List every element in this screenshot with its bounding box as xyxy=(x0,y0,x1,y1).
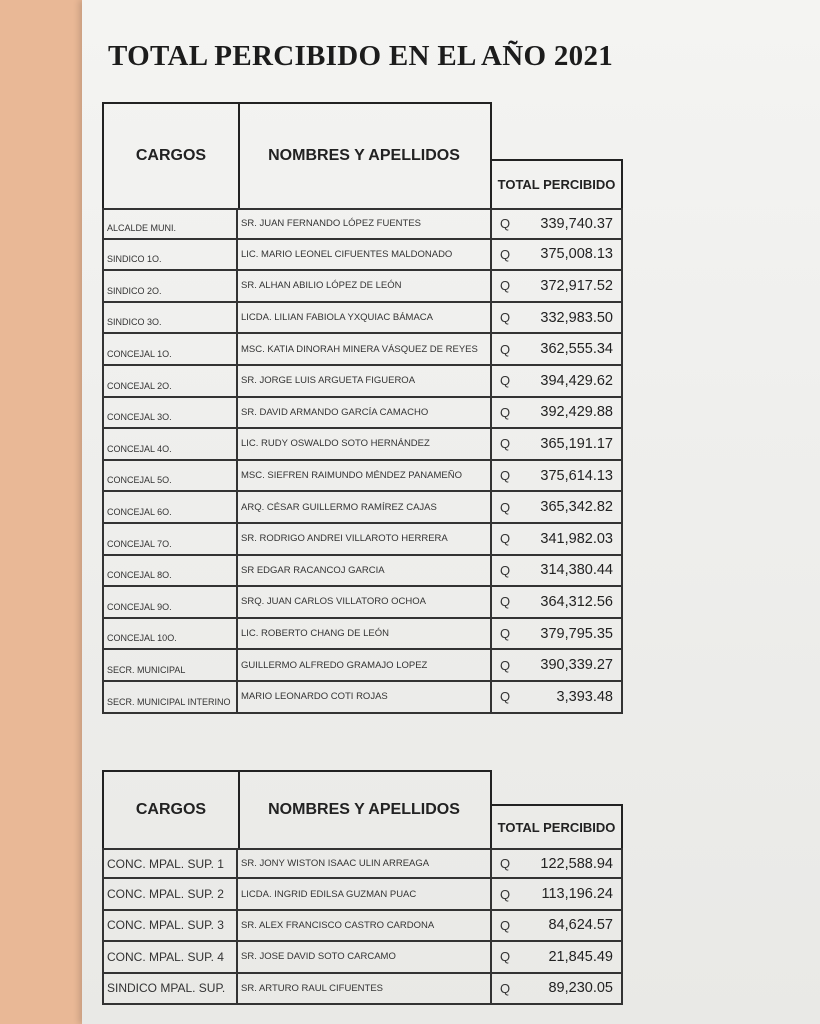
table-row xyxy=(102,942,623,973)
nombre-cell: LIC. ROBERTO CHANG DE LEÓN xyxy=(238,619,492,649)
table-row xyxy=(102,398,623,430)
total-cell: 21,845.49 xyxy=(548,948,613,965)
page-title: TOTAL PERCIBIDO EN EL AÑO 2021 xyxy=(108,40,614,72)
cargo-cell: CONCEJAL 10O. xyxy=(104,619,238,649)
total-cell: 365,342.82 xyxy=(540,499,613,516)
cargo-cell: CONCEJAL 2O. xyxy=(104,366,238,396)
currency-cell: Q xyxy=(500,246,511,262)
nombre-cell: MARIO LEONARDO COTI ROJAS xyxy=(238,682,492,712)
table-row xyxy=(102,271,623,303)
table-body xyxy=(102,848,623,1005)
cargo-cell: SINDICO 1O. xyxy=(104,240,238,270)
currency-cell: Q xyxy=(500,594,511,610)
header-nombres: NOMBRES Y APELLIDOS xyxy=(268,147,460,164)
header-nombres: NOMBRES Y APELLIDOS xyxy=(268,801,460,818)
nombre-cell: SR. JUAN FERNANDO LÓPEZ FUENTES xyxy=(238,210,492,238)
table-row xyxy=(102,366,623,398)
currency-cell: Q xyxy=(500,562,511,578)
currency-cell: Q xyxy=(500,310,511,326)
nombre-cell: SRQ. JUAN CARLOS VILLATORO OCHOA xyxy=(238,587,492,617)
currency-cell: Q xyxy=(500,657,511,673)
currency-cell: Q xyxy=(500,886,511,902)
table-row xyxy=(102,429,623,461)
total-cell: 375,614.13 xyxy=(540,467,613,484)
nombre-cell: SR. ALHAN ABILIO LÓPEZ DE LEÓN xyxy=(238,271,492,301)
total-cell: 364,312.56 xyxy=(540,593,613,610)
total-cell: 3,393.48 xyxy=(556,688,613,705)
cargo-cell: CONCEJAL 9O. xyxy=(104,587,238,617)
table-row xyxy=(102,492,623,524)
currency-cell: Q xyxy=(500,341,511,357)
cargo-cell: CONC. MPAL. SUP. 3 xyxy=(104,911,238,940)
table-row xyxy=(102,524,623,556)
table-row xyxy=(102,461,623,493)
cargo-cell: CONC. MPAL. SUP. 1 xyxy=(104,850,238,877)
total-cell: 113,196.24 xyxy=(541,886,613,903)
total-cell: 365,191.17 xyxy=(540,435,613,452)
cargo-cell: ALCALDE MUNI. xyxy=(104,210,238,238)
cargo-cell: SINDICO 3O. xyxy=(104,303,238,333)
nombre-cell: LIC. MARIO LEONEL CIFUENTES MALDONADO xyxy=(238,240,492,270)
table-row xyxy=(102,587,623,619)
table-row xyxy=(102,879,623,910)
table-row xyxy=(102,650,623,682)
currency-cell: Q xyxy=(500,949,511,965)
currency-cell: Q xyxy=(500,468,511,484)
table-row xyxy=(102,974,623,1005)
cargo-cell: SINDICO 2O. xyxy=(104,271,238,301)
currency-cell: Q xyxy=(500,689,511,705)
nombre-cell: SR. ALEX FRANCISCO CASTRO CARDONA xyxy=(238,911,492,940)
table-row xyxy=(102,911,623,942)
cargo-cell: CONCEJAL 8O. xyxy=(104,556,238,586)
currency-cell: Q xyxy=(500,436,511,452)
total-cell: 362,555.34 xyxy=(540,341,613,358)
currency-cell: Q xyxy=(500,499,511,515)
table-row xyxy=(102,240,623,272)
total-cell: 392,429.88 xyxy=(540,404,613,421)
header-total: TOTAL PERCIBIDO xyxy=(490,159,623,210)
nombre-cell: GUILLERMO ALFREDO GRAMAJO LOPEZ xyxy=(238,650,492,680)
total-cell: 89,230.05 xyxy=(548,980,613,997)
nombre-cell: LICDA. INGRID EDILSA GUZMAN PUAC xyxy=(238,879,492,908)
currency-cell: Q xyxy=(500,626,511,642)
cargo-cell: CONCEJAL 3O. xyxy=(104,398,238,428)
table-row xyxy=(102,334,623,366)
currency-cell: Q xyxy=(500,917,511,933)
nombre-cell: LICDA. LILIAN FABIOLA YXQUIAC BÁMACA xyxy=(238,303,492,333)
cargo-cell: SINDICO MPAL. SUP. xyxy=(104,974,238,1003)
total-cell: 379,795.35 xyxy=(540,625,613,642)
cargo-cell: CONCEJAL 5O. xyxy=(104,461,238,491)
total-cell: 339,740.37 xyxy=(540,215,613,232)
currency-cell: Q xyxy=(500,856,511,872)
currency-cell: Q xyxy=(500,531,511,547)
total-cell: 84,624.57 xyxy=(548,917,613,934)
total-cell: 375,008.13 xyxy=(540,246,613,263)
total-cell: 372,917.52 xyxy=(540,277,613,294)
header-box xyxy=(102,770,492,850)
nombre-cell: MSC. KATIA DINORAH MINERA VÁSQUEZ DE REYES xyxy=(238,334,492,364)
currency-cell: Q xyxy=(500,980,511,996)
cargo-cell: SECR. MUNICIPAL INTERINO xyxy=(104,682,238,712)
header-total: TOTAL PERCIBIDO xyxy=(490,804,623,850)
nombre-cell: LIC. RUDY OSWALDO SOTO HERNÁNDEZ xyxy=(238,429,492,459)
cargo-cell: CONCEJAL 6O. xyxy=(104,492,238,522)
cargo-cell: CONC. MPAL. SUP. 4 xyxy=(104,942,238,971)
nombre-cell: ARQ. CÉSAR GUILLERMO RAMÍREZ CAJAS xyxy=(238,492,492,522)
total-cell: 122,588.94 xyxy=(540,855,613,872)
total-cell: 332,983.50 xyxy=(540,309,613,326)
header-cargos: CARGOS xyxy=(104,772,240,848)
nombre-cell: SR. DAVID ARMANDO GARCÍA CAMACHO xyxy=(238,398,492,428)
header-cargos: CARGOS xyxy=(104,104,240,208)
cargo-cell: CONCEJAL 7O. xyxy=(104,524,238,554)
total-cell: 314,380.44 xyxy=(540,562,613,579)
currency-cell: Q xyxy=(500,216,511,232)
total-cell: 390,339.27 xyxy=(540,657,613,674)
cargo-cell: CONC. MPAL. SUP. 2 xyxy=(104,879,238,908)
currency-cell: Q xyxy=(500,278,511,294)
cargo-cell: CONCEJAL 1O. xyxy=(104,334,238,364)
cargo-cell: SECR. MUNICIPAL xyxy=(104,650,238,680)
nombre-cell: SR. JOSE DAVID SOTO CARCAMO xyxy=(238,942,492,971)
header-box xyxy=(102,102,492,210)
cargo-cell: CONCEJAL 4O. xyxy=(104,429,238,459)
total-cell: 341,982.03 xyxy=(540,530,613,547)
nombre-cell: SR. RODRIGO ANDREI VILLAROTO HERRERA xyxy=(238,524,492,554)
table-row xyxy=(102,303,623,335)
nombre-cell: SR. JONY WISTON ISAAC ULIN ARREAGA xyxy=(238,850,492,877)
table-row xyxy=(102,208,623,240)
nombre-cell: MSC. SIEFREN RAIMUNDO MÉNDEZ PANAMEÑO xyxy=(238,461,492,491)
nombre-cell: SR EDGAR RACANCOJ GARCIA xyxy=(238,556,492,586)
total-cell: 394,429.62 xyxy=(540,372,613,389)
nombre-cell: SR. JORGE LUIS ARGUETA FIGUEROA xyxy=(238,366,492,396)
currency-cell: Q xyxy=(500,404,511,420)
table-row xyxy=(102,619,623,651)
currency-cell: Q xyxy=(500,373,511,389)
table-row xyxy=(102,556,623,588)
table-body xyxy=(102,208,623,714)
nombre-cell: SR. ARTURO RAUL CIFUENTES xyxy=(238,974,492,1003)
table-row xyxy=(102,848,623,879)
table-row xyxy=(102,682,623,714)
